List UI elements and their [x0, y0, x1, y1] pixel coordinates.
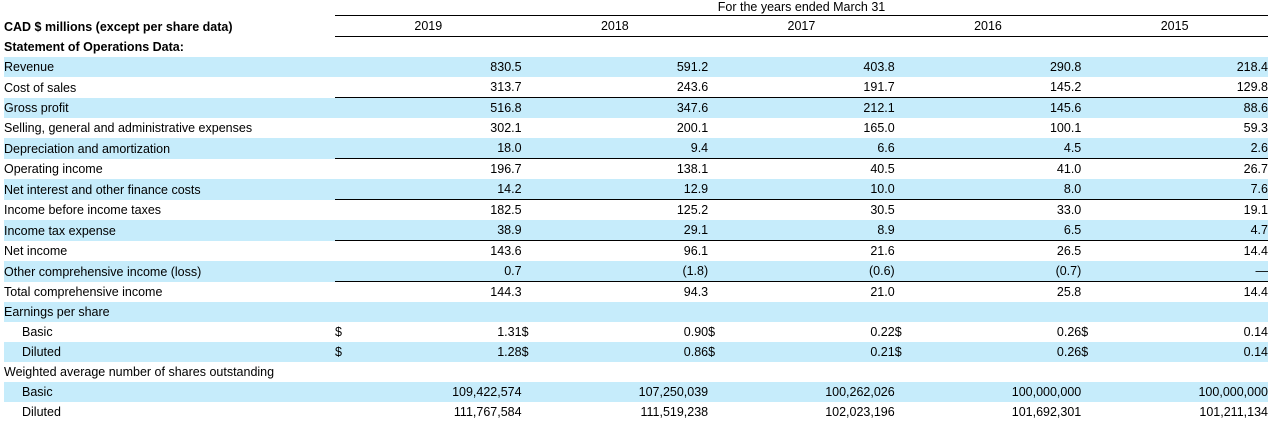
currency-symbol-cell: $ [708, 325, 716, 339]
currency-symbol-cell [335, 241, 357, 262]
value-cell: 145.6 [917, 98, 1082, 119]
value-cell: 516.8 [357, 98, 522, 119]
row-label: Net interest and other finance costs [4, 179, 335, 200]
currency-symbol-cell [522, 200, 544, 221]
currency-symbol-cell [1081, 118, 1103, 138]
currency-symbol-cell [1081, 362, 1103, 382]
value-cell: 0.26 [1056, 325, 1082, 339]
value-cell: 30.5 [730, 200, 895, 221]
table-row [4, 402, 1268, 422]
section-label-filler [895, 37, 917, 58]
value-cell: 26.5 [917, 241, 1082, 262]
value-cell: 59.3 [1243, 121, 1268, 135]
currency-symbol-cell [708, 200, 730, 221]
currency-symbol-cell [1081, 261, 1103, 282]
currency-symbol-cell [895, 402, 917, 422]
value-cell: 18.0 [357, 138, 522, 159]
section-label-filler [917, 37, 1082, 58]
value-cell: 0.90 [683, 325, 709, 339]
currency-symbol-cell [895, 241, 917, 262]
currency-symbol-cell [522, 302, 544, 322]
section-label: Statement of Operations Data: [4, 40, 184, 54]
currency-symbol-cell [335, 302, 357, 322]
value-cell: 9.4 [544, 138, 709, 159]
value-cell: 6.6 [730, 138, 895, 159]
value-cell [1103, 302, 1268, 322]
currency-symbol-cell [895, 362, 917, 382]
table-row [4, 241, 1268, 262]
value-cell [917, 362, 1082, 382]
value-cell: 14.4 [1103, 241, 1268, 262]
currency-symbol-cell [335, 261, 357, 282]
currency-symbol-cell [1081, 282, 1103, 303]
table-row [4, 77, 1268, 98]
value-cell [544, 302, 709, 322]
row-label: Gross profit [4, 98, 335, 119]
value-cell: 0.14 [1243, 325, 1268, 339]
currency-symbol-cell [895, 179, 917, 200]
currency-symbol-cell [708, 138, 730, 159]
table-row [4, 159, 1268, 180]
currency-symbol-cell [895, 118, 917, 138]
currency-symbol-cell [522, 77, 544, 98]
value-cell: 0.14 [1103, 342, 1268, 362]
column-header-year-2015: 2015 [1081, 16, 1268, 37]
value-cell: — [1103, 261, 1268, 282]
row-label: Basic [4, 382, 335, 402]
value-cell: 218.4 [1103, 57, 1268, 77]
section-label-filler [335, 37, 357, 58]
row-label: Depreciation and amortization [4, 138, 335, 159]
value-cell: 290.8 [917, 57, 1082, 77]
table-row [4, 302, 1268, 322]
table-row [4, 179, 1268, 200]
section-label-filler [522, 37, 544, 58]
currency-symbol-cell [708, 179, 730, 200]
currency-symbol-cell [895, 302, 917, 322]
currency-symbol-cell [522, 220, 544, 241]
currency-symbol-cell [895, 220, 917, 241]
currency-symbol-cell [1081, 402, 1103, 422]
currency-symbol-cell [335, 138, 357, 159]
value-cell: 7.6 [1103, 179, 1268, 200]
currency-symbol-cell: $ [895, 342, 917, 362]
value-cell: 14.2 [357, 179, 522, 200]
table-row [4, 261, 1268, 282]
value-cell: 94.3 [544, 282, 709, 303]
currency-symbol-cell [708, 382, 730, 402]
value-cell: 100,000,000 [1103, 382, 1268, 402]
row-label: Basic [22, 325, 53, 339]
value-cell: 100,000,000 [917, 382, 1082, 402]
value-cell: 111,519,238 [640, 405, 709, 419]
row-label: Revenue [4, 57, 335, 77]
value-cell: 191.7 [863, 80, 895, 94]
section-label-filler [357, 37, 522, 58]
value-cell: 143.6 [357, 241, 522, 262]
currency-symbol-cell [1081, 241, 1103, 262]
currency-symbol-cell [1081, 220, 1103, 241]
section-label-row [4, 37, 1268, 58]
currency-symbol-cell [895, 382, 917, 402]
currency-symbol-cell [895, 200, 917, 221]
value-cell: 25.8 [917, 282, 1082, 303]
value-cell: 38.9 [357, 220, 522, 241]
value-cell: 830.5 [357, 57, 522, 77]
currency-symbol-cell [708, 159, 730, 180]
value-cell: 0.7 [357, 261, 522, 282]
currency-symbol-cell [708, 98, 730, 119]
row-label: Income tax expense [4, 220, 335, 241]
value-cell: 0.86 [544, 342, 709, 362]
currency-symbol-cell [1081, 57, 1103, 77]
row-label: Diluted [4, 342, 335, 362]
value-cell: (0.7) [917, 261, 1082, 282]
column-header-year-2016: 2016 [895, 16, 1082, 37]
value-cell: 111,767,584 [453, 405, 522, 419]
value-cell: 101,692,301 [1011, 405, 1082, 419]
table-body [4, 0, 1268, 422]
currency-symbol-cell: $ [335, 342, 357, 362]
value-cell: 107,250,039 [544, 382, 709, 402]
currency-symbol-cell [708, 57, 730, 77]
currency-symbol-cell [1081, 302, 1103, 322]
value-cell: 4.7 [1103, 220, 1268, 241]
currency-symbol-cell [708, 241, 730, 262]
row-label: Earnings per share [4, 302, 335, 322]
currency-symbol-cell [335, 402, 357, 422]
currency-symbol-cell [708, 261, 730, 282]
row-label: Total comprehensive income [4, 285, 163, 299]
value-cell: 109,422,574 [357, 382, 522, 402]
value-cell: (1.8) [544, 261, 709, 282]
value-cell: 6.5 [917, 220, 1082, 241]
value-cell: 0.21 [730, 342, 895, 362]
value-cell: 88.6 [1103, 98, 1268, 119]
table-row [4, 118, 1268, 138]
value-cell: 165.0 [863, 121, 895, 135]
value-cell [917, 302, 1082, 322]
value-cell: (0.6) [730, 261, 895, 282]
value-cell: 243.6 [676, 80, 709, 94]
currency-symbol-cell [522, 241, 544, 262]
value-cell: 125.2 [544, 200, 709, 221]
value-cell: 102,023,196 [825, 405, 895, 419]
currency-symbol-cell [335, 118, 357, 138]
section-label-filler [730, 37, 895, 58]
currency-symbol-cell [1081, 98, 1103, 119]
currency-symbol-cell [335, 220, 357, 241]
currency-symbol-cell [522, 57, 544, 77]
row-label: Operating income [4, 162, 103, 176]
currency-symbol-cell: $ [335, 325, 342, 339]
currency-symbol-cell [708, 282, 730, 303]
value-cell: 14.4 [1103, 282, 1268, 303]
currency-symbol-cell [708, 362, 730, 382]
currency-symbol-cell: $ [1081, 342, 1103, 362]
period-header-row [4, 0, 1268, 14]
currency-symbol-cell [1081, 77, 1103, 98]
currency-symbol-cell [335, 159, 357, 180]
currency-symbol-cell [708, 220, 730, 241]
currency-symbol-cell [1081, 200, 1103, 221]
currency-symbol-cell [708, 402, 730, 422]
column-header-row [4, 16, 1268, 37]
currency-symbol-cell [522, 138, 544, 159]
statement-of-operations-table [4, 0, 1268, 422]
table-row [4, 282, 1268, 303]
currency-symbol-cell [522, 98, 544, 119]
currency-symbol-cell [1081, 138, 1103, 159]
value-cell: 403.8 [730, 57, 895, 77]
value-cell: 129.8 [1236, 80, 1268, 94]
value-cell: 8.9 [730, 220, 895, 241]
table-row [4, 342, 1268, 362]
value-cell: 100,262,026 [730, 382, 895, 402]
value-cell: 591.2 [544, 57, 709, 77]
period-title: For the years ended March 31 [717, 0, 886, 14]
row-label: Net income [4, 244, 68, 258]
currency-symbol-cell [1081, 179, 1103, 200]
value-cell: 144.3 [357, 282, 522, 303]
value-cell: 0.26 [917, 342, 1082, 362]
value-cell: 212.1 [730, 98, 895, 119]
section-label-filler [544, 37, 709, 58]
currency-symbol-cell [335, 382, 357, 402]
value-cell: 19.1 [1103, 200, 1268, 221]
currency-symbol-cell: $ [708, 342, 730, 362]
value-cell: 138.1 [544, 159, 709, 180]
section-label-filler [1081, 37, 1103, 58]
currency-symbol-cell: $ [894, 325, 902, 339]
table-row [4, 362, 1268, 382]
value-cell: 10.0 [730, 179, 895, 200]
currency-symbol-cell: $ [521, 325, 529, 339]
currency-symbol-cell [895, 261, 917, 282]
currency-symbol-cell [522, 159, 544, 180]
column-header-year-2017: 2017 [708, 16, 895, 37]
column-header-year-2018: 2018 [522, 16, 709, 37]
value-cell [730, 362, 895, 382]
value-cell [357, 302, 522, 322]
value-cell [357, 362, 522, 382]
value-cell: 101,211,134 [1199, 405, 1268, 419]
row-label: Selling, general and administrative expenses [4, 121, 253, 135]
currency-symbol-cell [1081, 159, 1103, 180]
row-label: Cost of sales [4, 80, 77, 95]
currency-symbol-cell [335, 57, 357, 77]
value-cell: 200.1 [676, 121, 709, 135]
table-row [4, 98, 1268, 119]
table-row [4, 382, 1268, 402]
value-cell: 41.0 [917, 159, 1082, 180]
table-row [4, 57, 1268, 77]
value-cell: 2.6 [1103, 138, 1268, 159]
currency-symbol-cell [895, 138, 917, 159]
value-cell: 33.0 [917, 200, 1082, 221]
value-cell: 21.6 [730, 241, 895, 262]
value-cell [544, 362, 709, 382]
row-label: Other comprehensive income (loss) [4, 261, 335, 282]
header-spacer [4, 0, 335, 14]
value-cell: 1.28 [357, 342, 522, 362]
row-label: Income before income taxes [4, 203, 162, 217]
currency-symbol-cell [708, 302, 730, 322]
currency-symbol-cell [522, 402, 544, 422]
value-cell [730, 302, 895, 322]
value-cell: 313.7 [490, 80, 522, 94]
currency-symbol-cell [895, 159, 917, 180]
currency-symbol-cell [335, 98, 357, 119]
value-cell: 12.9 [544, 179, 709, 200]
value-cell: 8.0 [917, 179, 1082, 200]
table-row [4, 322, 1268, 342]
currency-symbol-cell [335, 77, 357, 98]
column-header-year-2019: 2019 [335, 16, 522, 37]
currency-symbol-cell [1081, 382, 1103, 402]
currency-symbol-cell [522, 382, 544, 402]
value-cell: 40.5 [730, 159, 895, 180]
value-cell: 1.31 [497, 325, 522, 339]
value-cell: 26.7 [1103, 159, 1268, 180]
currency-symbol-cell [522, 261, 544, 282]
value-cell: 347.6 [544, 98, 709, 119]
currency-symbol-cell [895, 77, 917, 98]
value-cell: 29.1 [544, 220, 709, 241]
value-cell: 100.1 [1049, 121, 1082, 135]
currency-symbol-cell [895, 282, 917, 303]
currency-symbol-cell [335, 200, 357, 221]
value-cell [1103, 362, 1268, 382]
currency-symbol-cell [335, 282, 357, 303]
value-cell: 96.1 [544, 241, 709, 262]
value-cell: 302.1 [490, 121, 522, 135]
value-cell: 4.5 [917, 138, 1082, 159]
currency-symbol-cell [335, 179, 357, 200]
table-row [4, 200, 1268, 221]
table-row [4, 138, 1268, 159]
section-label-filler [708, 37, 730, 58]
value-cell: 182.5 [357, 200, 522, 221]
value-cell: 21.0 [730, 282, 895, 303]
currency-symbol-cell [895, 98, 917, 119]
currency-symbol-cell [708, 77, 730, 98]
currency-symbol-cell [335, 362, 357, 382]
row-label: Diluted [22, 405, 61, 419]
row-label: Weighted average number of shares outstanding [4, 365, 275, 379]
currency-symbol-cell [522, 118, 544, 138]
value-cell: 0.22 [870, 325, 895, 339]
currency-symbol-cell [708, 118, 730, 138]
currency-symbol-cell [522, 282, 544, 303]
value-cell: 196.7 [357, 159, 522, 180]
currency-symbol-cell: $ [522, 342, 544, 362]
units-label: CAD $ millions (except per share data) [4, 19, 233, 34]
section-label-filler [1103, 37, 1268, 58]
currency-symbol-cell [895, 57, 917, 77]
currency-symbol-cell [522, 362, 544, 382]
table-row [4, 220, 1268, 241]
value-cell: 145.2 [1049, 80, 1082, 94]
currency-symbol-cell [522, 179, 544, 200]
currency-symbol-cell: $ [1081, 325, 1089, 339]
